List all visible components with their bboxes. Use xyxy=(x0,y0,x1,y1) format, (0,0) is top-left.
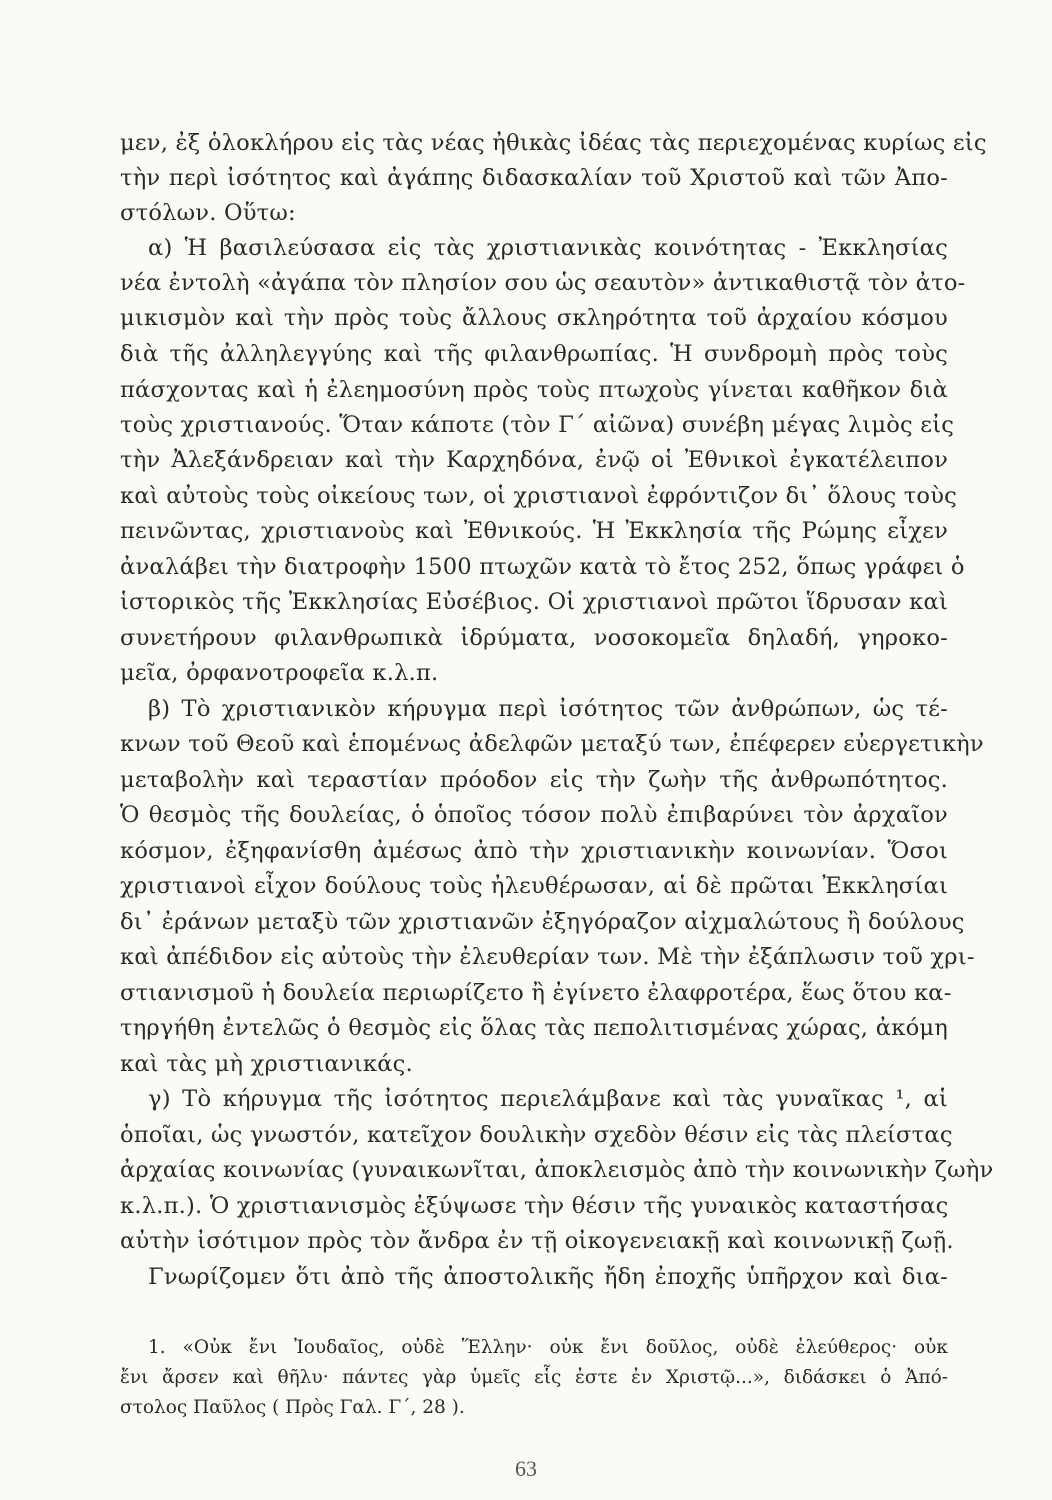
body-line: μικισμὸν καὶ τὴν πρὸς τοὺς ἄλλους σκληρότητα τοῦ ἀρχαίου κόσμου xyxy=(120,305,948,331)
body-line: ὁποῖαι, ὡς γνωστόν, κατεῖχον δουλικὴν σχεδὸν θέσιν εἰς τὰς πλείστας xyxy=(120,1122,953,1148)
body-line: ἀρχαίας κοινωνίας (γυναικωνῖται, ἀποκλεισμὸς ἀπὸ τὴν κοινωνικὴν ζωὴν xyxy=(120,1157,994,1183)
body-line: Γνωρίζομεν ὅτι ἀπὸ τῆς ἀποστολικῆς ἤδη ἐποχῆς ὑπῆρχον καὶ δια- xyxy=(148,1264,948,1290)
body-line: κνων τοῦ Θεοῦ καὶ ἑπομένως ἀδελφῶν μεταξύ των, ἐπέφερεν εὐεργετικὴν xyxy=(120,731,984,757)
body-line: δι᾿ ἐράνων μεταξὺ τῶν χριστιανῶν ἐξηγόραζον αἰχμαλώτους ἢ δούλους xyxy=(120,909,965,935)
body-line: μεῖα, ὀρφανοτροφεῖα κ.λ.π. xyxy=(120,660,439,686)
body-line: κόσμον, ἐξηφανίσθη ἀμέσως ἀπὸ τὴν χριστιανικὴν κοινωνίαν. Ὅσοι xyxy=(120,838,948,864)
footnote-line: ἔνι ἄρσεν καὶ θῆλυ· πάντες γὰρ ὑμεῖς εἷς ἐστε ἐν Χριστῷ...», διδάσκει ὁ Ἀπό- xyxy=(120,1367,948,1388)
body-line: Ὁ θεσμὸς τῆς δουλείας, ὁ ὁποῖος τόσον πολὺ ἐπιβαρύνει τὸν ἀρχαῖον xyxy=(120,802,948,828)
body-line: νέα ἐντολὴ «ἀγάπα τὸν πλησίον σου ὡς σεαυτὸν» ἀντικαθιστᾷ τὸν ἀτο- xyxy=(120,270,966,296)
body-line: τοὺς χριστιανούς. Ὅταν κάποτε (τὸν Γ΄ αἰῶνα) συνέβη μέγας λιμὸς εἰς xyxy=(120,412,955,438)
body-line: στόλων. Οὕτω: xyxy=(120,200,296,226)
body-line: στιανισμοῦ ἡ δουλεία περιωρίζετο ἢ ἐγίνετο ἐλαφροτέρα, ἕως ὅτου κα- xyxy=(120,980,952,1006)
body-line: χριστιανοὶ εἶχον δούλους τοὺς ἠλευθέρωσαν, αἱ δὲ πρῶται Ἐκκλησίαι xyxy=(120,873,948,899)
body-line: α) Ἡ βασιλεύσασα εἰς τὰς χριστιανικὰς κοινότητας - Ἐκκλησίας xyxy=(148,235,948,261)
body-line: γ) Τὸ κήρυγμα τῆς ἰσότητος περιελάμβανε καὶ τὰς γυναῖκας ¹, αἱ xyxy=(148,1086,948,1112)
body-line: τηργήθη ἐντελῶς ὁ θεσμὸς εἰς ὅλας τὰς πεπολιτισμένας χώρας, ἀκόμη xyxy=(120,1015,948,1041)
body-line: αὐτὴν ἰσότιμον πρὸς τὸν ἄνδρα ἐν τῇ οἰκογενειακῇ καὶ κοινωνικῇ ζωῇ. xyxy=(120,1228,954,1254)
body-line: καὶ αὐτοὺς τοὺς οἰκείους των, οἱ χριστιανοὶ ἐφρόντιζον δι᾿ ὅλους τοὺς xyxy=(120,483,958,509)
body-line: ἀναλάβει τὴν διατροφὴν 1500 πτωχῶν κατὰ τὸ ἔτος 252, ὅπως γράφει ὁ xyxy=(120,554,965,580)
body-line: κ.λ.π.). Ὁ χριστιανισμὸς ἐξύψωσε τὴν θέσιν τῆς γυναικὸς καταστήσας xyxy=(120,1193,949,1219)
body-line: πάσχοντας καὶ ἡ ἐλεημοσύνη πρὸς τοὺς πτωχοὺς γίνεται καθῆκον διὰ xyxy=(120,377,948,403)
footnote-line: στολος Παῦλος ( Πρὸς Γαλ. Γ΄, 28 ). xyxy=(120,1397,465,1418)
body-line: πεινῶντας, χριστιανοὺς καὶ Ἐθνικούς. Ἡ Ἐκκλησία τῆς Ρώμης εἶχεν xyxy=(120,518,948,544)
body-line: διὰ τῆς ἀλληλεγγύης καὶ τῆς φιλανθρωπίας. Ἡ συνδρομὴ πρὸς τοὺς xyxy=(120,341,948,367)
body-line: β) Τὸ χριστιανικὸν κήρυγμα περὶ ἰσότητος τῶν ἀνθρώπων, ὡς τέ- xyxy=(148,696,948,722)
body-line: τὴν Ἀλεξάνδρειαν καὶ τὴν Καρχηδόνα, ἐνῷ οἱ Ἐθνικοὶ ἐγκατέλειπον xyxy=(120,447,948,473)
body-line: ἱστορικὸς τῆς Ἐκκλησίας Εὐσέβιος. Οἱ χριστιανοὶ πρῶτοι ἵδρυσαν καὶ xyxy=(120,589,948,615)
body-line: καὶ τὰς μὴ χριστιανικάς. xyxy=(120,1051,413,1077)
body-line: τὴν περὶ ἰσότητος καὶ ἀγάπης διδασκαλίαν τοῦ Χριστοῦ καὶ τῶν Ἀπο- xyxy=(120,165,948,191)
body-line: μεν, ἐξ ὁλοκλήρου εἰς τὰς νέας ἠθικὰς ἰδέας τὰς περιεχομένας κυρίως εἰς xyxy=(120,130,987,156)
body-line: μεταβολὴν καὶ τεραστίαν πρόοδον εἰς τὴν ζωὴν τῆς ἀνθρωπότητος. xyxy=(120,767,948,793)
body-line: καὶ ἀπέδιδον εἰς αὐτοὺς τὴν ἐλευθερίαν των. Μὲ τὴν ἐξάπλωσιν τοῦ χρι- xyxy=(120,944,975,970)
page-number: 63 xyxy=(515,1456,537,1481)
footnote-line: 1. «Οὐκ ἔνι Ἰουδαῖος, οὐδὲ Ἕλλην· οὐκ ἔνι δοῦλος, οὐδὲ ἐλεύθερος· οὐκ xyxy=(148,1337,948,1358)
body-line: συνετήρουν φιλανθρωπικὰ ἱδρύματα, νοσοκομεῖα δηλαδή, γηροκο- xyxy=(120,625,948,651)
